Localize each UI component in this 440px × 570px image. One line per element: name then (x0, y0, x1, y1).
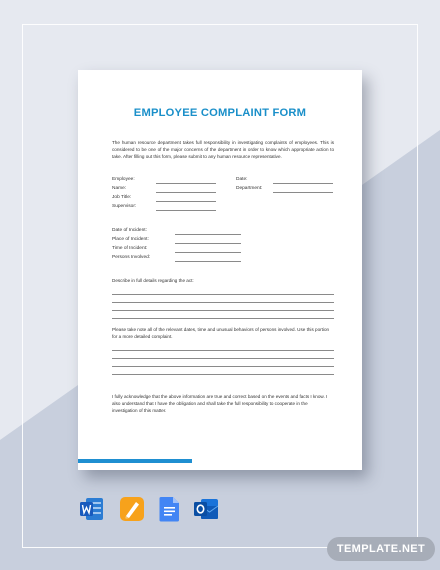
field-line-place-of-incident[interactable] (175, 243, 241, 244)
acknowledgement-text: I fully acknowledge that the above information are true and correct based on the events and facts I know. I also understand that I have the obligation and shall take the full responsibility to cooperate in the investigation of this matter. (112, 394, 328, 414)
form-document (78, 70, 362, 470)
describe-line-2[interactable] (112, 302, 334, 303)
field-line-employee[interactable] (156, 183, 216, 184)
field-line-supervisor[interactable] (156, 210, 216, 211)
outlook-icon[interactable] (193, 496, 219, 522)
accent-bar (78, 459, 192, 463)
field-line-time-of-incident[interactable] (175, 252, 241, 253)
field-line-job-title[interactable] (156, 201, 216, 202)
describe-line-3[interactable] (112, 310, 334, 311)
field-label-time-of-incident: Time of Incident: (112, 246, 148, 251)
google-docs-icon[interactable] (156, 496, 182, 522)
notes-line-4[interactable] (112, 374, 334, 375)
notes-prompt: Please take note all of the relevant dates, time and unusual behaviors of persons involved. Use this portion for a more detailed complaint. (112, 327, 330, 340)
field-line-date[interactable] (273, 183, 333, 184)
field-line-date-of-incident[interactable] (175, 234, 241, 235)
intro-paragraph: The human resource department takes full responsibility in investigating complaints of employees. This is considered to be one of the major concerns of the department in order to know which appropriate action to take. After filling out this form, please submit to any human resource representative. (112, 140, 334, 160)
field-label-department: Department: (236, 186, 263, 191)
word-icon[interactable] (79, 496, 105, 522)
field-label-supervisor: Supervisor: (112, 204, 137, 209)
describe-line-4[interactable] (112, 318, 334, 319)
field-label-employee: Employee: (112, 177, 135, 182)
form-title: EMPLOYEE COMPLAINT FORM (133, 107, 307, 119)
brand-label: TEMPLATE.NET (336, 543, 426, 555)
field-line-name[interactable] (156, 192, 216, 193)
field-label-job-title: Job Title: (112, 195, 132, 200)
field-label-persons-involved: Persons Involved: (112, 255, 151, 260)
notes-line-3[interactable] (112, 366, 334, 367)
notes-line-2[interactable] (112, 358, 334, 359)
field-line-department[interactable] (273, 192, 333, 193)
field-label-place-of-incident: Place of Incident: (112, 237, 149, 242)
field-line-persons-involved[interactable] (175, 261, 241, 262)
describe-prompt: Describe in full details regarding the act: (112, 278, 194, 283)
brand-badge[interactable] (327, 537, 435, 561)
field-label-date: Date: (236, 177, 248, 182)
notes-line-1[interactable] (112, 350, 334, 351)
field-label-name: Name: (112, 186, 127, 191)
field-label-date-of-incident: Date of Incident: (112, 228, 147, 233)
describe-line-1[interactable] (112, 294, 334, 295)
pages-icon[interactable] (119, 496, 145, 522)
